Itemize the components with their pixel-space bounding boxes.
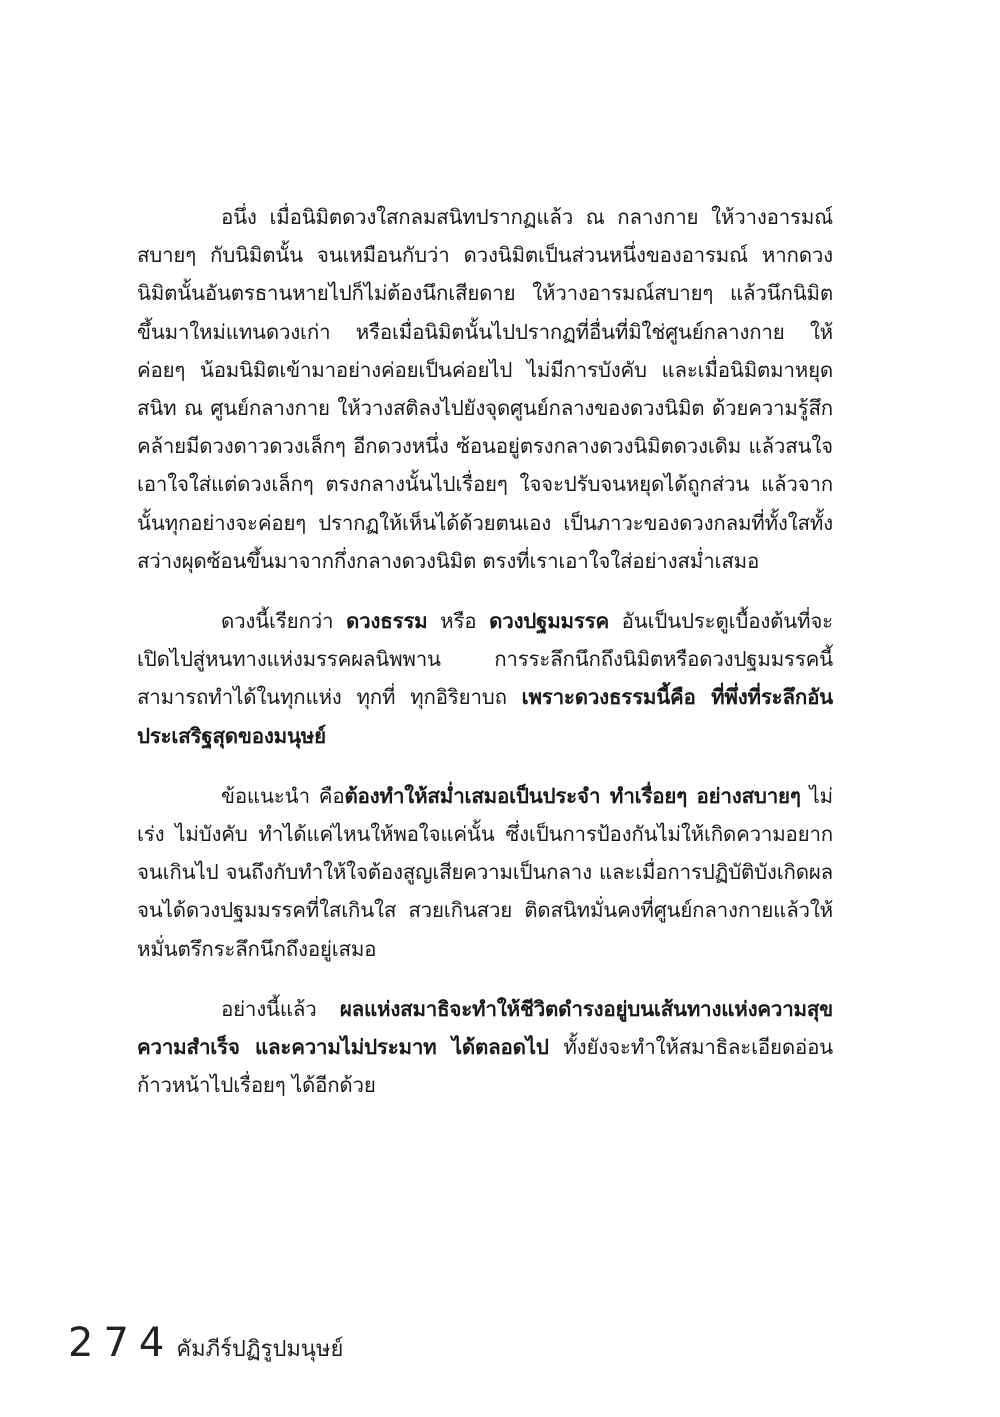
bold-text-run: ต้องทำให้สม่ำเสมอเป็นประจำ ทำเรื่อยๆ อย่างสบายๆ <box>344 783 801 808</box>
text-run: ไม่เร่ง ไม่บังคับ ทำได้แค่ไหนให้พอใจแค่นั้น ซึ่งเป็นการป้องกันไม่ให้เกิดความอยากจนเกินไป จนถึงกับทำให้ใจต้องสูญเสียความเป็นกลาง และเมื่อการปฏิบัติบังเกิดผลจนได้ดวงปฐมมรรคที่ใสเกินใส สวยเกินสวย ติดสนิทมั่นคงที่ศูนย์กลางกายแล้วให้หมั่นตรึกระลึกนึกถึงอยู่เสมอ <box>137 783 833 961</box>
bold-text-run: ดวงธรรม <box>346 609 428 634</box>
text-run: ข้อแนะนำ คือ <box>221 783 345 808</box>
text-run: อนึ่ง เมื่อนิมิตดวงใสกลมสนิทปรากฏแล้ว ณ กลางกาย ให้วางอารมณ์สบายๆ กับนิมิตนั้น จนเหมือนกับว่า ดวงนิมิตเป็นส่วนหนึ่งของอารมณ์ หากดวงนิมิตนั้นอันตรธานหายไปก็ไม่ต้องนึกเสียดาย ให้วางอารมณ์สบายๆ แล้วนึกนิมิตขึ้นมาใหม่แทนดวงเก่า หรือเมื่อนิมิตนั้นไปปรากฏที่อื่นที่มิใช่ศูนย์กลางกาย ให้ค่อยๆ น้อมนิมิตเข้ามาอย่างค่อยเป็นค่อยไป ไม่มีการบังคับ และเมื่อนิมิตมาหยุดสนิท ณ ศูนย์กลางกาย ให้วางสติลงไปยังจุดศูนย์กลางของดวงนิมิต ด้วยความรู้สึกคล้ายมีดวงดาวดวงเล็กๆ อีกดวงหนึ่ง ซ้อนอยู่ตรงกลางดวงนิมิตดวงเดิม แล้วสนใจเอาใจใส่แต่ดวงเล็กๆ ตรงกลางนั้นไปเรื่อยๆ ใจจะปรับจนหยุดได้ถูกส่วน แล้วจากนั้นทุกอย่างจะค่อยๆ ปรากฏให้เห็นได้ด้วยตนเอง เป็นภาวะของดวงกลมที่ทั้งใสทั้งสว่างผุดซ้อนขึ้นมาจากกึ่งกลางดวงนิมิต ตรงที่เราเอาใจใส่อย่างสม่ำเสมอ <box>137 205 833 573</box>
body-text <box>137 198 833 1126</box>
text-run: ดวงนี้เรียกว่า <box>221 609 346 634</box>
bold-text-run: ผลแห่งสมาธิจะทำให้ชีวิตดำรงอยู่บนเส้นทางแห่งความสุข ความสำเร็จ และความไม่ประมาท ได้ตลอดไป <box>137 996 833 1060</box>
page-number: 274 <box>68 1320 175 1366</box>
text-run: ทั้งยังจะทำให้สมาธิละเอียดอ่อน ก้าวหน้าไปเรื่อยๆ ได้อีกด้วย <box>137 1035 833 1098</box>
bold-text-run: เพราะดวงธรรมนี้คือ ที่พึ่งที่ระลึกอันประเสริฐสุดของมนุษย์ <box>137 685 833 748</box>
book-title: คัมภีร์ปฏิรูปมนุษย์ <box>176 1337 344 1362</box>
bold-text-run: ดวงปฐมมรรค <box>489 609 609 634</box>
paragraph-2 <box>137 602 833 755</box>
page-footer <box>68 1320 343 1380</box>
paragraph-4 <box>137 990 833 1105</box>
paragraph-3 <box>137 777 833 968</box>
paragraph-1 <box>137 198 833 580</box>
text-run: อันเป็นประตูเบื้องต้นที่จะเปิดไปสู่หนทางแห่งมรรคผลนิพพาน การระลึกนึกถึงนิมิตหรือดวงปฐมมรรคนี้ สามารถทำได้ในทุกแห่ง ทุกที่ ทุกอิริยาบถ <box>137 609 833 710</box>
text-run: อย่างนี้แล้ว <box>221 996 340 1021</box>
text-run: หรือ <box>427 609 490 634</box>
